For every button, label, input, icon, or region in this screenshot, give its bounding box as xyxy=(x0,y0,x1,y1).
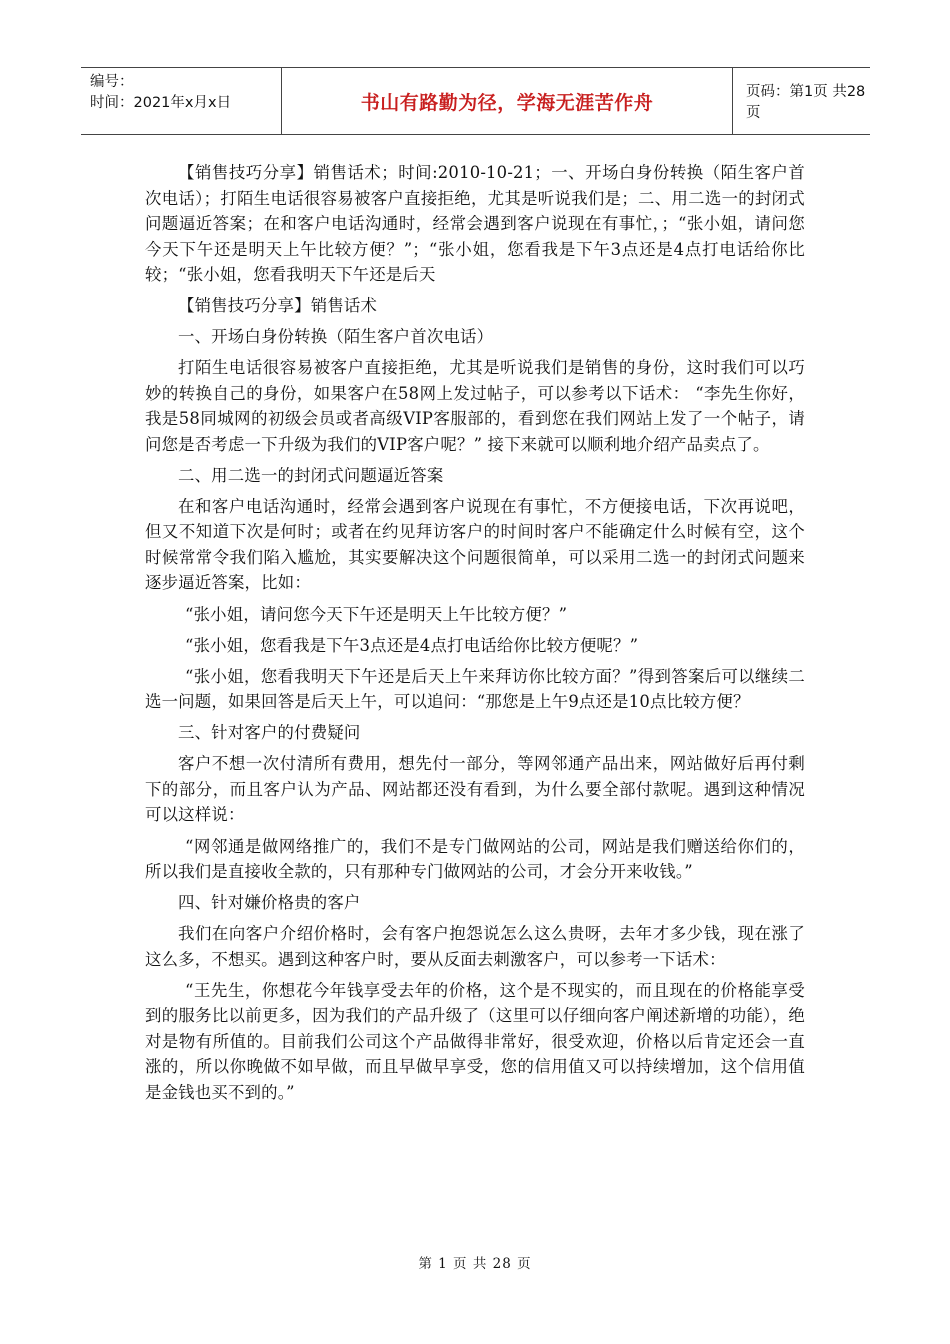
document-body xyxy=(145,160,805,1111)
document-number-label: 编号： xyxy=(90,74,134,90)
document-date-label: 时间：2021年x月x日 xyxy=(90,95,232,111)
section-heading: 一、开场白身份转换（陌生客户首次电话） xyxy=(178,327,494,347)
body-paragraph: 客户不想一次付清所有费用，想先付一部分，等网邻通产品出来，网站做好后再付剩下的部分，而且客户认为产品、网站都还没有看到，为什么要全部付款呢。遇到这种情况可以这样说： xyxy=(145,754,805,825)
body-paragraph: 在和客户电话沟通时，经常会遇到客户说现在有事忙，不方便接电话，下次再说吧，但又不知道下次是何时；或者在约见拜访客户的时间时客户不能确定什么时候有空，这个时候常常令我们陷入尴尬，其实要解决这个问题很简单，可以采用二选一的封闭式问题来逐步逼近答案，比如： xyxy=(145,496,805,593)
quote-paragraph: “王先生，你想花今年钱享受去年的价格，这个是不现实的，而且现在的价格能享受到的服务比以前更多，因为我们的产品升级了（这里可以仔细向客户阐述新增的功能），绝对是物有所值的。目前我们公司这个产品做得非常好，很受欢迎，价格以后肯定还会一直涨的，所以你晚做不如早做，而且早做早享受，您的信用值又可以持续增加，这个信用值是金钱也买不到的。” xyxy=(145,980,805,1102)
header-motto: 书山有路勤为径，学海无涯苦作舟 xyxy=(282,68,733,134)
section-title: 【销售技巧分享】销售话术 xyxy=(178,296,378,316)
quote-paragraph: “张小姐，您看我是下午3点还是4点打电话给你比较方便呢？” xyxy=(185,635,639,655)
header-meta xyxy=(81,68,282,134)
section-heading: 三、针对客户的付费疑问 xyxy=(178,723,361,743)
quote-paragraph: “张小姐，请问您今天下午还是明天上午比较方便？” xyxy=(185,604,568,624)
header-page-number: 页码：第1页 共28页 xyxy=(746,84,866,121)
quote-paragraph: “张小姐，您看我明天下午还是后天上午来拜访你比较方面？”得到答案后可以继续二选一问题，如果回答是后天上午，可以追问：“那您是上午9点还是10点比较方便？ xyxy=(145,666,805,712)
body-paragraph: 打陌生电话很容易被客户直接拒绝，尤其是听说我们是销售的身份，这时我们可以巧妙的转换自己的身份，如果客户在58网上发过帖子，可以参考以下话术： “李先生你好，我是58同城网的初级会员或者高级VIP客服部的，看到您在我们网站上发了一个帖子，请问您是否考虑一下升级为我们的VIP客户呢？” 接下来就可以顺利地介绍产品卖点了。 xyxy=(145,358,805,454)
quote-paragraph: “网邻通是做网络推广的，我们不是专门做网站的公司，网站是我们赠送给你们的，所以我们是直接收全款的，只有那种专门做网站的公司，才会分开来收钱。” xyxy=(145,836,805,882)
summary-paragraph: 【销售技巧分享】销售话术；时间:2010-10-21；一、开场白身份转换（陌生客户首次电话）；打陌生电话很容易被客户直接拒绝，尤其是听说我们是；二、用二选一的封闭式问题逼近答案；在和客户电话沟通时，经常会遇到客户说现在有事忙，；“张小姐，请问您今天下午还是明天上午比较方便？”；“张小姐，您看我是下午3点还是4点打电话给你比较；“张小姐，您看我明天下午还是后天 xyxy=(145,163,805,284)
page-header xyxy=(81,67,870,135)
page-footer: 第 1 页 共 28 页 xyxy=(418,1256,532,1272)
section-heading: 四、针对嫌价格贵的客户 xyxy=(178,893,361,913)
section-heading: 二、用二选一的封闭式问题逼近答案 xyxy=(178,465,444,485)
body-paragraph: 我们在向客户介绍价格时，会有客户抱怨说怎么这么贵呀，去年才多少钱，现在涨了这么多，不想买。遇到这种客户时，要从反面去刺激客户，可以参考一下话术： xyxy=(145,924,805,969)
